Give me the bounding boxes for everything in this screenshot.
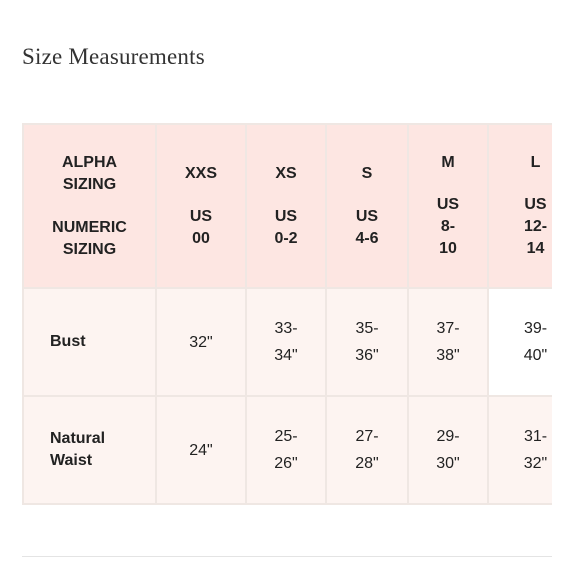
numeric-size: US	[436, 196, 460, 213]
numeric-size-range: 12-	[523, 218, 548, 235]
alpha-size: XXS	[184, 164, 217, 182]
numeric-size: US	[274, 207, 298, 225]
row-label-text: Waist	[50, 452, 93, 469]
cell-value: 26"	[274, 455, 298, 472]
bust-cell-s	[326, 288, 408, 396]
table-row-natural-waist	[23, 396, 552, 504]
cell-value: 31-	[523, 428, 548, 445]
waist-cell-m	[408, 396, 488, 504]
numeric-sizing-label-2: SIZING	[62, 240, 117, 258]
cell-value: 37-	[436, 320, 460, 337]
alpha-sizing-label-1: ALPHA	[61, 153, 118, 171]
numeric-sizing-label-1: NUMERIC	[52, 218, 127, 236]
alpha-size: S	[361, 164, 373, 182]
waist-cell-xxs	[156, 396, 246, 504]
waist-cell-xs	[246, 396, 326, 504]
bust-cell-m	[408, 288, 488, 396]
header-size-s	[326, 124, 408, 288]
size-table	[22, 123, 552, 505]
cell-value: 34"	[274, 347, 298, 364]
numeric-size: US	[355, 207, 379, 225]
numeric-size: US	[524, 196, 547, 213]
numeric-size-range: 4-6	[355, 229, 379, 247]
header-label-cell	[23, 124, 156, 288]
numeric-size-range-end: 10	[439, 240, 457, 257]
row-label-text: Natural	[50, 430, 106, 447]
cell-value: 27-	[355, 428, 379, 445]
alpha-size: L	[530, 154, 541, 171]
bottom-divider	[22, 556, 552, 557]
cell-value: 30"	[436, 455, 460, 472]
table-row-bust	[23, 288, 552, 396]
header-size-m	[408, 124, 488, 288]
waist-cell-l	[488, 396, 552, 504]
cell-value: 25-	[274, 428, 298, 445]
row-label-natural-waist	[23, 396, 156, 504]
cell-value: 39-	[523, 320, 548, 337]
alpha-sizing-label-2: SIZING	[62, 175, 117, 193]
size-table-container[interactable]	[22, 123, 552, 505]
header-size-xs	[246, 124, 326, 288]
numeric-size-range-end: 14	[526, 240, 545, 257]
cell-value: 32"	[189, 333, 213, 351]
header-size-xxs	[156, 124, 246, 288]
table-header-row	[23, 124, 552, 288]
page-title: Size Measurements	[22, 44, 205, 69]
cell-value: 33-	[274, 320, 298, 337]
cell-value: 35-	[355, 320, 379, 337]
cell-value: 40"	[523, 347, 548, 364]
cell-value: 28"	[355, 455, 379, 472]
bust-cell-l	[488, 288, 552, 396]
bust-cell-xs	[246, 288, 326, 396]
cell-value: 29-	[436, 428, 460, 445]
cell-value: 32"	[523, 455, 548, 472]
numeric-size-range: 8-	[440, 218, 456, 235]
cell-value: 24"	[189, 441, 213, 459]
numeric-size-range: 0-2	[274, 229, 298, 247]
header-size-l	[488, 124, 552, 288]
cell-value: 36"	[355, 347, 379, 364]
alpha-size: M	[441, 154, 455, 171]
waist-cell-s	[326, 396, 408, 504]
bust-cell-xxs	[156, 288, 246, 396]
numeric-size: US	[189, 207, 213, 225]
row-label-text: Bust	[50, 333, 86, 350]
cell-value: 38"	[436, 347, 460, 364]
numeric-size-range: 00	[192, 229, 210, 247]
row-label-bust	[23, 288, 156, 396]
alpha-size: XS	[275, 164, 297, 182]
